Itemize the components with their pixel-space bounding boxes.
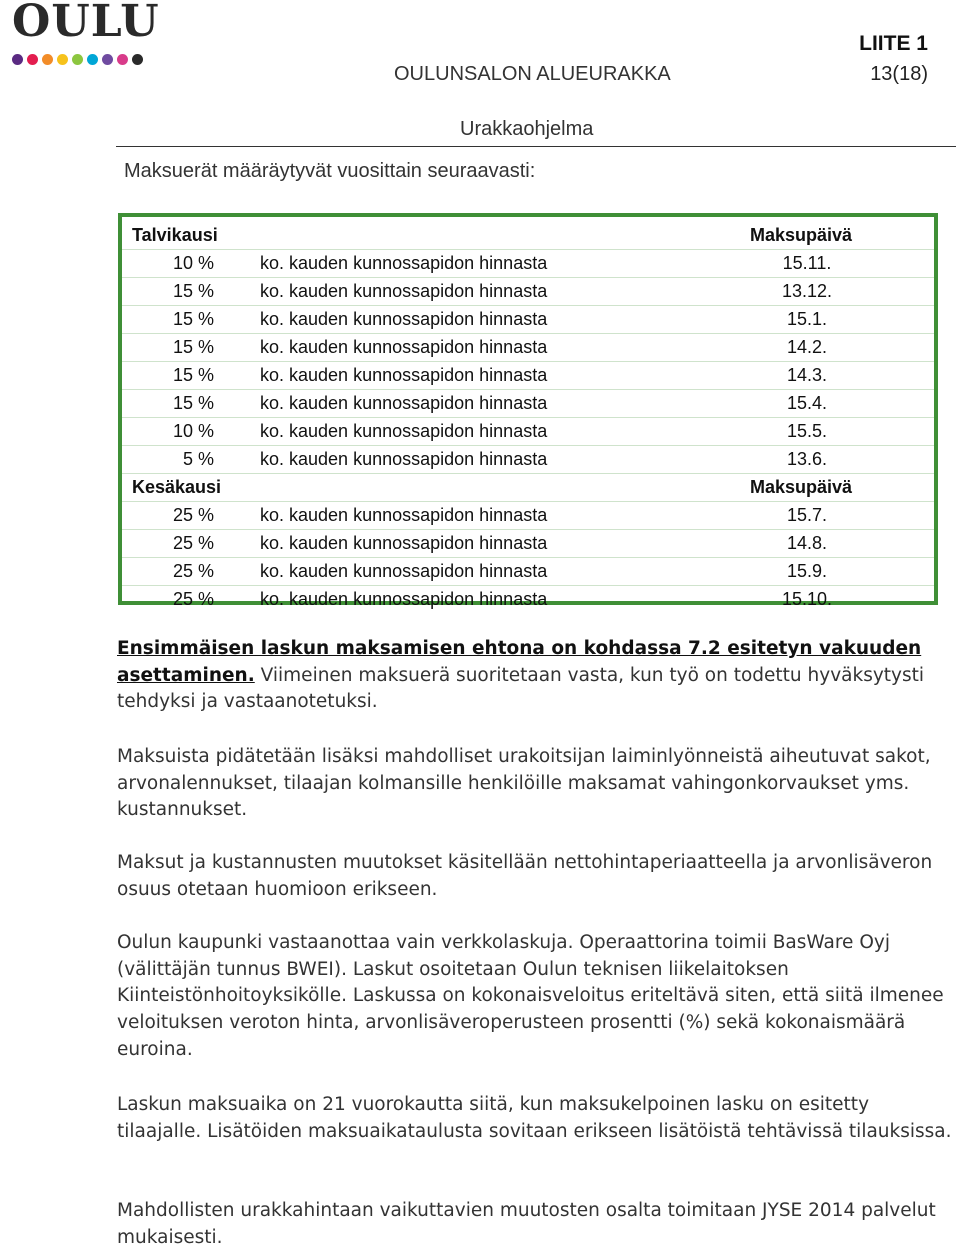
payment-date: 15.11. [782, 253, 832, 273]
payment-percent: 15 % [172, 309, 214, 329]
payment-description: ko. kauden kunnossapidon hinnasta [260, 561, 548, 581]
payment-percent: 15 % [172, 365, 214, 385]
table-row [122, 361, 934, 389]
payment-date: 15.4. [786, 393, 828, 413]
payment-description: ko. kauden kunnossapidon hinnasta [260, 365, 548, 385]
intro-text: Maksuerät määräytyvät vuosittain seuraavasti: [124, 160, 536, 182]
payment-date: 15.7. [786, 505, 828, 525]
payment-description: ko. kauden kunnossapidon hinnasta [260, 589, 548, 609]
paragraph-net-pricing: Maksut ja kustannusten muutokset käsitellään nettohintaperiaatteella ja arvonlisäveron osuus otetaan huomioon erikseen. [117, 852, 933, 900]
payment-percent: 10 % [172, 421, 214, 441]
logo-dot [12, 54, 23, 65]
payment-date: 15.9. [786, 561, 828, 581]
payment-date: 13.12. [781, 281, 833, 301]
table-row [122, 557, 934, 585]
table-row [122, 529, 934, 557]
logo-dot [87, 54, 98, 65]
logo-dot [102, 54, 113, 65]
paragraph-jyse: Mahdollisten urakkahintaan vaikuttavien muutosten osalta toimitaan JYSE 2014 palvelut mukaisesti. [117, 1200, 936, 1248]
paragraph-guarantee [117, 636, 957, 716]
payment-date: 15.5. [786, 421, 828, 441]
date-column-header: Maksupäivä [750, 477, 853, 497]
payment-percent: 15 % [172, 393, 214, 413]
logo-dots [12, 52, 147, 64]
logo-dot [57, 54, 68, 65]
logo-dot [42, 54, 53, 65]
page-number: 13(18) [870, 63, 928, 85]
payment-percent: 25 % [172, 533, 214, 553]
appendix-label: LIITE 1 [859, 32, 928, 55]
summer-season-title: Kesäkausi [132, 477, 222, 497]
table-row [122, 333, 934, 361]
payment-description: ko. kauden kunnossapidon hinnasta [260, 309, 548, 329]
payment-percent: 25 % [172, 561, 214, 581]
table-row [122, 417, 934, 445]
payment-schedule-table [118, 213, 938, 609]
payment-percent: 25 % [172, 505, 214, 525]
paragraph-payment-term: Laskun maksuaika on 21 vuorokautta siitä, kun maksukelpoinen lasku on esitetty tilaajalle. Lisätöiden maksuaikataulusta sovitaan erikseen lisätöistä tehtävissä tilauksissa. [117, 1094, 952, 1142]
document-type: Urakkaohjelma [460, 118, 594, 140]
payment-description: ko. kauden kunnossapidon hinnasta [260, 253, 548, 273]
payment-percent: 15 % [172, 281, 214, 301]
payment-percent: 15 % [172, 337, 214, 357]
table-row [122, 389, 934, 417]
payment-description: ko. kauden kunnossapidon hinnasta [260, 393, 548, 413]
payment-description: ko. kauden kunnossapidon hinnasta [260, 281, 548, 301]
logo-dot [72, 54, 83, 65]
table-row [122, 249, 934, 277]
payment-percent: 5 % [182, 449, 214, 469]
paragraph-deductions: Maksuista pidätetään lisäksi mahdolliset urakoitsijan laiminlyönneistä aiheutuvat sakot, arvonalennukset, tilaajan kolmansille henkilöille maksamat vahingonkorvaukset yms. kustannukset. [117, 746, 931, 821]
payment-description: ko. kauden kunnossapidon hinnasta [260, 533, 548, 553]
logo-dot [117, 54, 128, 65]
table-row [122, 277, 934, 305]
payment-date: 15.10. [781, 589, 833, 609]
logo-dot [132, 54, 143, 65]
payment-percent: 25 % [172, 589, 214, 609]
logo-dot [27, 54, 38, 65]
table-row [122, 445, 934, 473]
logo-text: OULU [12, 0, 160, 47]
paragraph-e-invoicing: Oulun kaupunki vastaanottaa vain verkkolaskuja. Operaattorina toimii BasWare Oyj (välittäjän tunnus BWEI). Laskut osoitetaan Oulun teknisen liikelaitoksen Kiinteistönhoitoyksikölle. Laskussa on kokonaisveloitus eriteltävä siten, että siitä ilmenee veloituksen veroton hinta, arvonlisäveroperusteen prosentti (%) sekä kokonaismäärä euroina. [117, 932, 944, 1060]
guarantee-condition: Ensimmäisen laskun maksamisen ehtona on kohdassa 7.2 esitetyn vakuuden asettaminen. [117, 638, 922, 686]
table-row [122, 305, 934, 333]
payment-description: ko. kauden kunnossapidon hinnasta [260, 449, 548, 469]
table-row [122, 501, 934, 529]
payment-description: ko. kauden kunnossapidon hinnasta [260, 505, 548, 525]
payment-date: 13.6. [786, 449, 828, 469]
payment-description: ko. kauden kunnossapidon hinnasta [260, 421, 548, 441]
summer-season-header-row [122, 473, 934, 501]
oulu-logo [12, 0, 160, 47]
payment-percent: 10 % [172, 253, 214, 273]
table-row [122, 585, 934, 613]
document-title: OULUNSALON ALUEURAKKA [394, 63, 671, 85]
payment-description: ko. kauden kunnossapidon hinnasta [260, 337, 548, 357]
final-payment-text: Viimeinen maksuerä suoritetaan vasta, kun työ on todettu hyväksytysti tehdyksi ja vastaanotetuksi. [117, 664, 925, 713]
payment-date: 15.1. [786, 309, 828, 329]
date-column-header: Maksupäivä [750, 225, 853, 245]
payment-date: 14.8. [786, 533, 828, 553]
payment-date: 14.3. [786, 365, 828, 385]
winter-season-header-row [122, 221, 934, 249]
winter-season-title: Talvikausi [132, 225, 218, 245]
payment-date: 14.2. [786, 337, 828, 357]
header-divider [116, 146, 956, 147]
